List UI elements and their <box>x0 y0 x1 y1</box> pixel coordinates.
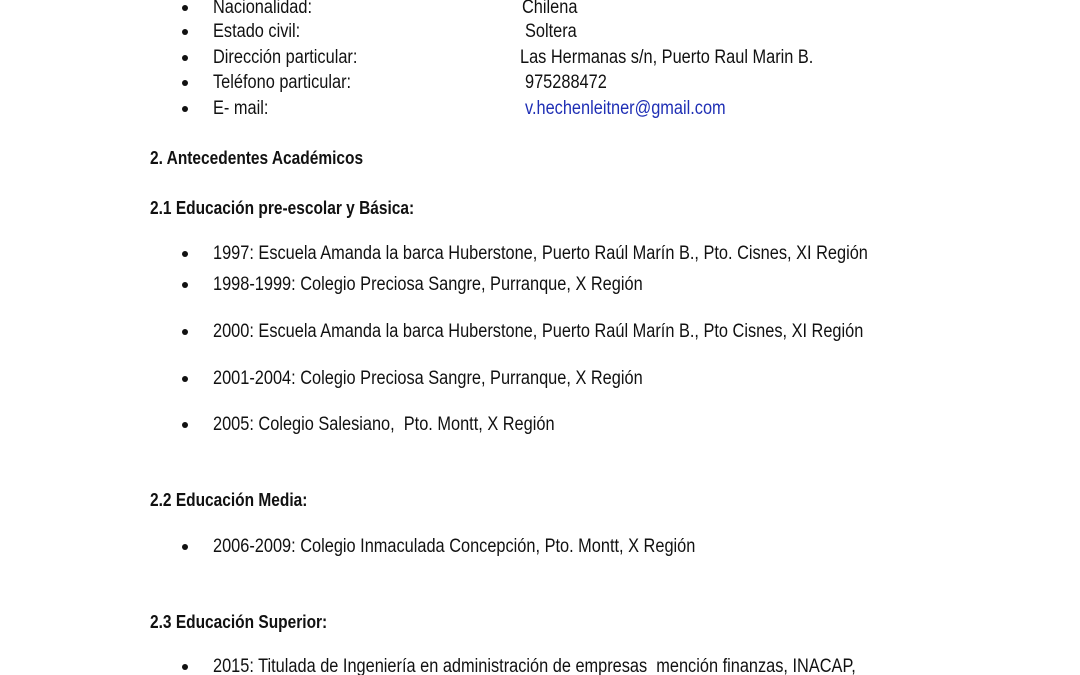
info-value: Soltera <box>525 21 577 42</box>
subsection-title: 2.1 Educación pre-escolar y Básica: <box>150 198 415 218</box>
subsection-heading-superior <box>150 610 356 634</box>
info-value: Las Hermanas s/n, Puerto Raul Marin B. <box>520 47 814 68</box>
list-item-text: 2006-2009: Colegio Inmaculada Concepción, Pto. Montt, X Región <box>213 536 696 557</box>
bullet-icon <box>182 282 188 288</box>
subsection-title: 2.2 Educación Media: <box>150 490 308 510</box>
section-title: 2. Antecedentes Académicos <box>150 148 364 168</box>
info-label: Teléfono particular: <box>213 72 352 93</box>
bullet-icon <box>182 251 188 257</box>
list-item-text: 1997: Escuela Amanda la barca Huberstone, Puerto Raúl Marín B., Pto. Cisnes, XI Región <box>213 243 868 264</box>
info-value: Chilena <box>522 0 578 18</box>
email-link[interactable]: v.hechenleitner@gmail.com <box>525 98 726 119</box>
bullet-icon <box>182 106 188 112</box>
list-item-text: 1998-1999: Colegio Preciosa Sangre, Purranque, X Región <box>213 274 643 295</box>
list-item-text: 2000: Escuela Amanda la barca Huberstone, Puerto Raúl Marín B., Pto Cisnes, XI Región <box>213 321 864 342</box>
section-heading <box>150 146 398 170</box>
info-label: E- mail: <box>213 98 269 119</box>
info-value: 975288472 <box>525 72 607 93</box>
bullet-icon <box>182 29 188 35</box>
bullet-icon <box>182 376 188 382</box>
bullet-icon <box>182 422 188 428</box>
bullet-icon <box>182 544 188 550</box>
bullet-icon <box>182 80 188 86</box>
list-item-text: 2005: Colegio Salesiano, Pto. Montt, X Región <box>213 414 555 435</box>
subsection-heading-basic <box>150 196 457 220</box>
subsection-title: 2.3 Educación Superior: <box>150 612 328 632</box>
list-item-text: 2015: Titulada de Ingeniería en administración de empresas mención finanzas, INACAP, <box>213 656 856 675</box>
bullet-icon <box>182 664 188 670</box>
subsection-heading-media <box>150 488 333 512</box>
info-label: Nacionalidad: <box>213 0 313 18</box>
list-item-text: 2001-2004: Colegio Preciosa Sangre, Purranque, X Región <box>213 368 643 389</box>
bullet-icon <box>182 55 188 61</box>
info-label: Estado civil: <box>213 21 301 42</box>
info-label: Dirección particular: <box>213 47 358 68</box>
bullet-icon <box>182 5 188 11</box>
bullet-icon <box>182 329 188 335</box>
